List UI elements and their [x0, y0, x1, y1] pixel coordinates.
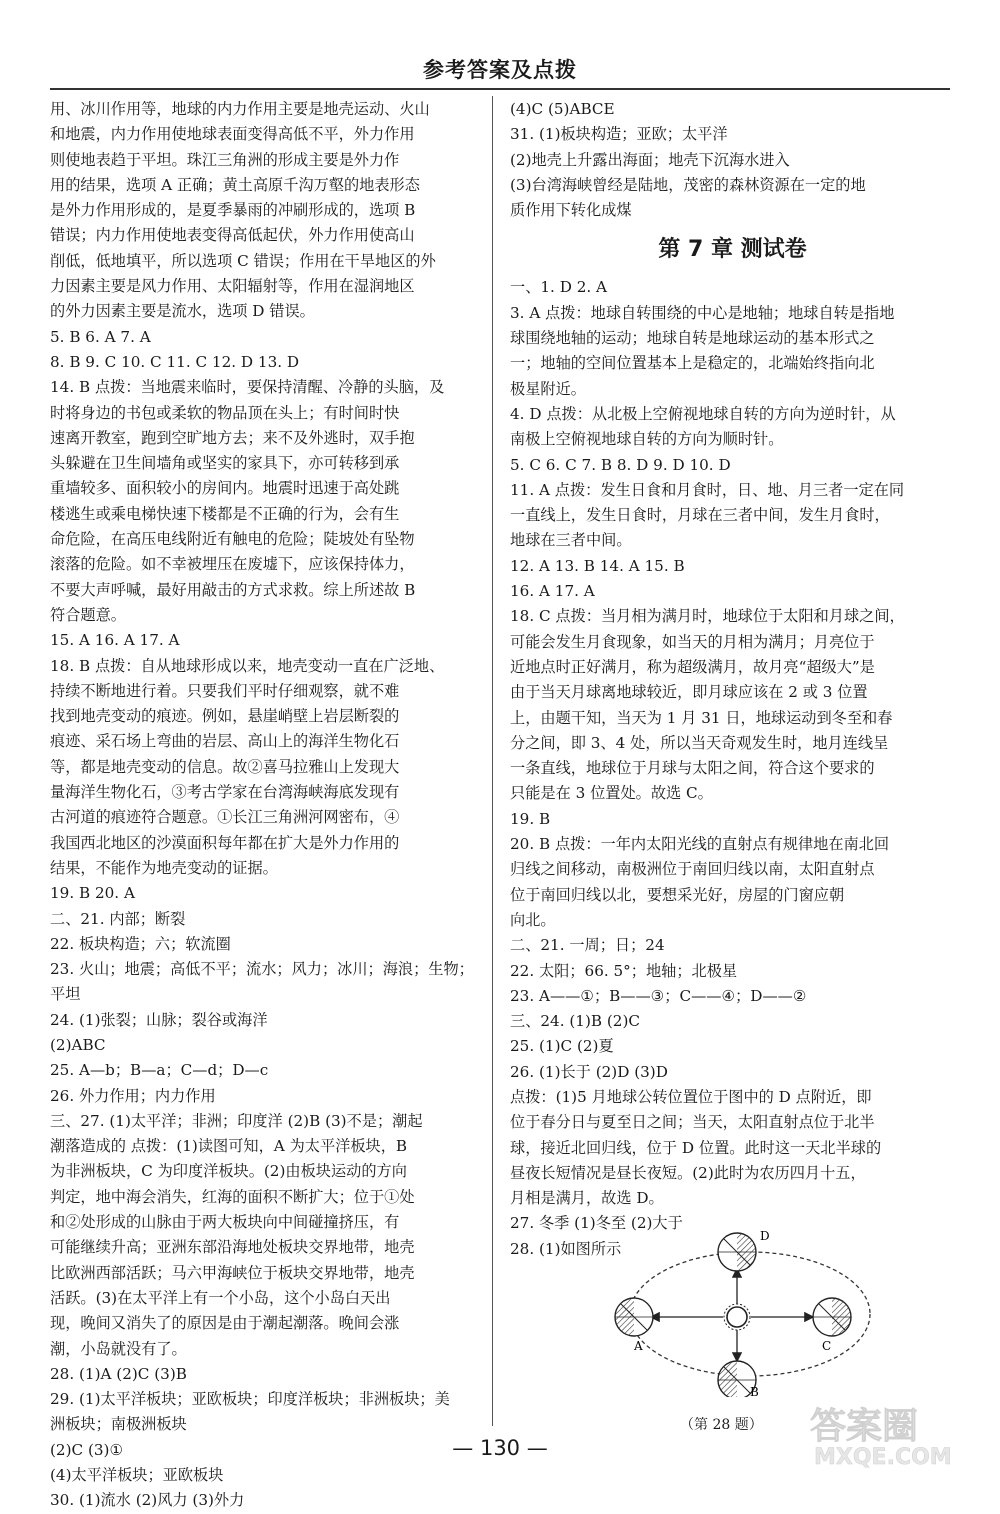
- answer-line: 为非洲板块，C 为印度洋板块。(2)由板块运动的方向: [50, 1162, 407, 1181]
- answer-line: 找到地壳变动的痕迹。例如，悬崖峭壁上岩层断裂的: [50, 707, 400, 726]
- page-number: — 130 —: [452, 1436, 548, 1460]
- answer-line: (4)太平洋板块；亚欧板块: [50, 1466, 224, 1485]
- answer-line: 分之间，即 3、4 处，所以当天奇观发生时，地月连线呈: [510, 733, 889, 752]
- answer-line: 三、24. (1)B (2)C: [510, 1012, 640, 1031]
- page-header-title: 参考答案及点拨: [423, 58, 577, 82]
- right-column: [510, 97, 955, 1262]
- answer-line: 25. (1)C (2)夏: [510, 1037, 614, 1056]
- answer-line: 月相是满月，故选 D。: [510, 1189, 664, 1208]
- earth-position-a-icon: [615, 1298, 653, 1336]
- answer-line: (2)地壳上升露出海面；地壳下沉海水进入: [510, 150, 790, 169]
- answer-line: 31. (1)板块构造；亚欧；太平洋: [510, 125, 728, 144]
- answer-line: 5. B 6. A 7. A: [50, 327, 151, 346]
- column-divider: [492, 96, 493, 1426]
- answer-line: 22. 板块构造；六；软流圈: [50, 934, 231, 953]
- right-bottom-answers: [510, 275, 955, 1262]
- answer-line: 楼逃生或乘电梯快速下楼都是不正确的行为，会有生: [50, 504, 400, 523]
- answer-line: 一直线上，发生日食时，月球在三者中间，发生月食时，: [510, 506, 890, 525]
- answer-line: 活跃。(3)在太平洋上有一个小岛，这个小岛白天出: [50, 1288, 391, 1307]
- answer-line: 痕迹、采石场上弯曲的岩层、高山上的海洋生物化石: [50, 732, 400, 751]
- answer-line: 3. A 点拨：地球自转围绕的中心是地轴；地球自转是指地: [510, 303, 895, 322]
- answer-line: 持续不断地进行着。只要我们平时仔细观察，就不难: [50, 681, 400, 700]
- answer-line: (2)ABC: [50, 1035, 106, 1054]
- answer-line: 18. C 点拨：当月相为满月时，地球位于太阳和月球之间，: [510, 607, 905, 626]
- answer-line: 上，由题干知，当天为 1 月 31 日，地球运动到冬至和春: [510, 708, 893, 727]
- answer-line: 可能继续升高；亚洲东部沿海地处板块交界地带，地壳: [50, 1238, 415, 1257]
- left-column: [50, 97, 490, 1514]
- answer-line: 19. B: [510, 809, 551, 828]
- answer-line: 速离开教室，跑到空旷地方去；来不及外逃时，双手抱: [50, 428, 415, 447]
- answer-line: 近地点时正好满月，称为超级满月，故月亮“超级大”是: [510, 657, 875, 676]
- answer-line: 昼夜长短情况是昼长夜短。(2)此时为农历四月十五，: [510, 1163, 866, 1182]
- answer-line: 一、1. D 2. A: [510, 278, 607, 297]
- watermark-line1: 答案圈: [810, 1406, 919, 1447]
- answer-line: 错误；内力作用使地表变得高低起伏，外力作用使高山: [50, 226, 415, 245]
- answer-line: 头躲避在卫生间墙角或坚实的家具下，亦可转移到承: [50, 454, 400, 473]
- answer-line: 力因素主要是风力作用、太阳辐射等，作用在湿润地区: [50, 277, 415, 296]
- answer-line: 和地震，内力作用使地球表面变得高低不平，外力作用: [50, 125, 415, 144]
- answer-line: 时将身边的书包或柔软的物品顶在头上；有时间时快: [50, 403, 400, 422]
- answer-line: 16. A 17. A: [510, 582, 595, 601]
- answer-line: (4)C (5)ABCE: [510, 100, 615, 118]
- answer-line: 11. A 点拨：发生日食和月食时，日、地、月三者一定在同: [510, 480, 905, 499]
- answer-line: 符合题意。: [50, 605, 126, 624]
- answer-line: 结果，不能作为地壳变动的证据。: [50, 858, 278, 877]
- answer-line: 三、27. (1)太平洋；非洲；印度洋 (2)B (3)不是；潮起: [50, 1111, 423, 1130]
- answer-line: 削低，低地填平，所以选项 C 错误；作用在干旱地区的外: [50, 251, 436, 270]
- figure-caption: （第 28 题）: [680, 1417, 763, 1433]
- answer-line: 20. B 点拨：一年内太阳光线的直射点有规律地在南北回: [510, 835, 890, 854]
- orbit-diagram: [600, 1222, 890, 1397]
- answer-line: 二、21. 一周；日；24: [510, 936, 665, 955]
- answer-line: 重墙较多、面积较小的房间内。地震时迅速于高处跳: [50, 479, 400, 498]
- answer-line: 南极上空俯视地球自转的方向为顺时针。: [510, 430, 784, 449]
- answer-line: 一；地轴的空间位置基本上是稳定的，北端始终指向北: [510, 354, 875, 373]
- answer-line: 潮落造成的 点拨：(1)读图可知，A 为太平洋板块，B: [50, 1137, 408, 1156]
- answer-line: 二、21. 内部；断裂: [50, 909, 186, 928]
- answer-line: 洲板块；南极洲板块: [50, 1415, 187, 1434]
- answer-line: 古河道的痕迹符合题意。①长江三角洲河网密布，④: [50, 808, 400, 827]
- answer-line: 26. 外力作用；内力作用: [50, 1086, 216, 1105]
- answer-line: 由于当天月球离地球较近，即月球应该在 2 或 3 位置: [510, 683, 868, 702]
- answer-line: 比欧洲西部活跃；马六甲海峡位于板块交界地带，地壳: [50, 1263, 415, 1282]
- answer-line: 是外力作用形成的，是夏季暴雨的冲刷形成的，选项 B: [50, 201, 416, 220]
- answer-line: 滚落的危险。如不幸被埋压在废墟下，应该保持体力，: [50, 555, 415, 574]
- label-d: D: [760, 1229, 770, 1243]
- answer-line: 量海洋生物化石，③考古学家在台湾海峡海底发现有: [50, 783, 400, 802]
- answer-line: 点拨：(1)5 月地球公转位置位于图中的 D 点附近，即: [510, 1087, 872, 1106]
- answer-line: 23. 火山；地震；高低不平；流水；风力；冰川；海浪；生物；: [50, 960, 474, 979]
- answer-line: 等，都是地壳变动的信息。故②喜马拉雅山上发现大: [50, 757, 400, 776]
- answer-line: 26. (1)长于 (2)D (3)D: [510, 1062, 668, 1081]
- answer-line: 22. 太阳；66. 5°；地轴；北极星: [510, 961, 738, 980]
- answer-line: 不要大声呼喊，最好用敲击的方式求救。综上所述故 B: [50, 580, 416, 599]
- chapter-title: 第 7 章 测试卷: [658, 237, 807, 263]
- answer-line: 4. D 点拨：从北极上空俯视地球自转的方向为逆时针，从: [510, 404, 896, 423]
- answer-line: 5. C 6. C 7. B 8. D 9. D 10. D: [510, 455, 731, 474]
- answer-line: 极星附近。: [510, 379, 586, 398]
- header-rule: [50, 88, 950, 90]
- answer-line: 归线之间移动，南极洲位于南回归线以南，太阳直射点: [510, 860, 875, 879]
- answer-line: 25. A—b；B—a；C—d；D—c: [50, 1061, 269, 1080]
- answer-line: 则使地表趋于平坦。珠江三角洲的形成主要是外力作: [50, 150, 400, 169]
- answer-line: 24. (1)张裂；山脉；裂谷或海洋: [50, 1010, 268, 1029]
- right-top-answers: [510, 97, 955, 223]
- answer-line: 我国西北地区的沙漠面积每年都在扩大是外力作用的: [50, 833, 400, 852]
- answer-line: 18. B 点拨：自从地球形成以来，地壳变动一直在广泛地、: [50, 656, 445, 675]
- answer-line: 现，晚间又消失了的原因是由于潮起潮落。晚间会涨: [50, 1314, 400, 1333]
- answer-line: 19. B 20. A: [50, 884, 135, 903]
- answer-line: 15. A 16. A 17. A: [50, 631, 180, 650]
- label-b: B: [750, 1385, 759, 1397]
- answer-line: 30. (1)流水 (2)风力 (3)外力: [50, 1491, 245, 1510]
- answer-line: 命危险，在高压电线附近有触电的危险；陡坡处有坠物: [50, 530, 415, 549]
- answer-line: 判定，地中海会消失，红海的面积不断扩大；位于①处: [50, 1187, 415, 1206]
- answer-line: 位于春分日与夏至日之间；当天，太阳直射点位于北半: [510, 1113, 875, 1132]
- answer-line: 29. (1)太平洋板块；亚欧板块；印度洋板块；非洲板块；美: [50, 1390, 450, 1409]
- answer-line: 位于南回归线以北，要想采光好，房屋的门窗应朝: [510, 885, 845, 904]
- answer-line: 28. (1)A (2)C (3)B: [50, 1364, 187, 1383]
- answer-line: 和②处形成的山脉由于两大板块向中间碰撞挤压，有: [50, 1213, 400, 1232]
- answer-line: 12. A 13. B 14. A 15. B: [510, 556, 685, 575]
- answer-line: 28. (1)如图所示: [510, 1239, 622, 1258]
- answer-line: 23. A——①；B——③；C——④；D——②: [510, 986, 807, 1005]
- answer-line: 27. 冬季 (1)冬至 (2)大于: [510, 1214, 683, 1233]
- answer-line: 8. B 9. C 10. C 11. C 12. D 13. D: [50, 352, 300, 371]
- answer-line: 的外力因素主要是流水，选项 D 错误。: [50, 302, 315, 321]
- answer-line: 平坦: [50, 985, 81, 1004]
- earth-position-c-icon: [813, 1298, 851, 1336]
- answer-line: 只能是在 3 位置处。故选 C。: [510, 784, 713, 803]
- answer-line: 地球在三者中间。: [510, 531, 632, 550]
- answer-line: 可能会发生月食现象，如当天的月相为满月；月亮位于: [510, 632, 875, 651]
- earth-position-d-icon: [718, 1233, 756, 1271]
- answer-line: 球围绕地轴的运动；地球自转是地球运动的基本形式之: [510, 329, 875, 348]
- label-a: A: [634, 1339, 643, 1353]
- watermark-line2: MXQE.COM: [814, 1445, 952, 1468]
- answer-line: 向北。: [510, 910, 556, 929]
- answer-line: 用、冰川作用等，地球的内力作用主要是地壳运动、火山: [50, 100, 430, 118]
- answer-line: 用的结果，选项 A 正确；黄土高原千沟万壑的地表形态: [50, 175, 420, 194]
- answer-line: (2)C (3)①: [50, 1440, 124, 1459]
- answer-line: 14. B 点拨：当地震来临时，要保持清醒、冷静的头脑，及: [50, 378, 445, 397]
- answer-line: (3)台湾海峡曾经是陆地，茂密的森林资源在一定的地: [510, 175, 866, 194]
- answer-line: 质作用下转化成煤: [510, 201, 632, 220]
- answer-line: 潮，小岛就没有了。: [50, 1339, 187, 1358]
- answer-line: 球，接近北回归线，位于 D 位置。此时这一天北半球的: [510, 1138, 882, 1157]
- label-c: C: [822, 1339, 832, 1353]
- answer-line: 一条直线，地球位于月球与太阳之间，符合这个要求的: [510, 759, 875, 778]
- watermark-logo: [800, 1400, 995, 1468]
- sun-icon: [724, 1304, 750, 1330]
